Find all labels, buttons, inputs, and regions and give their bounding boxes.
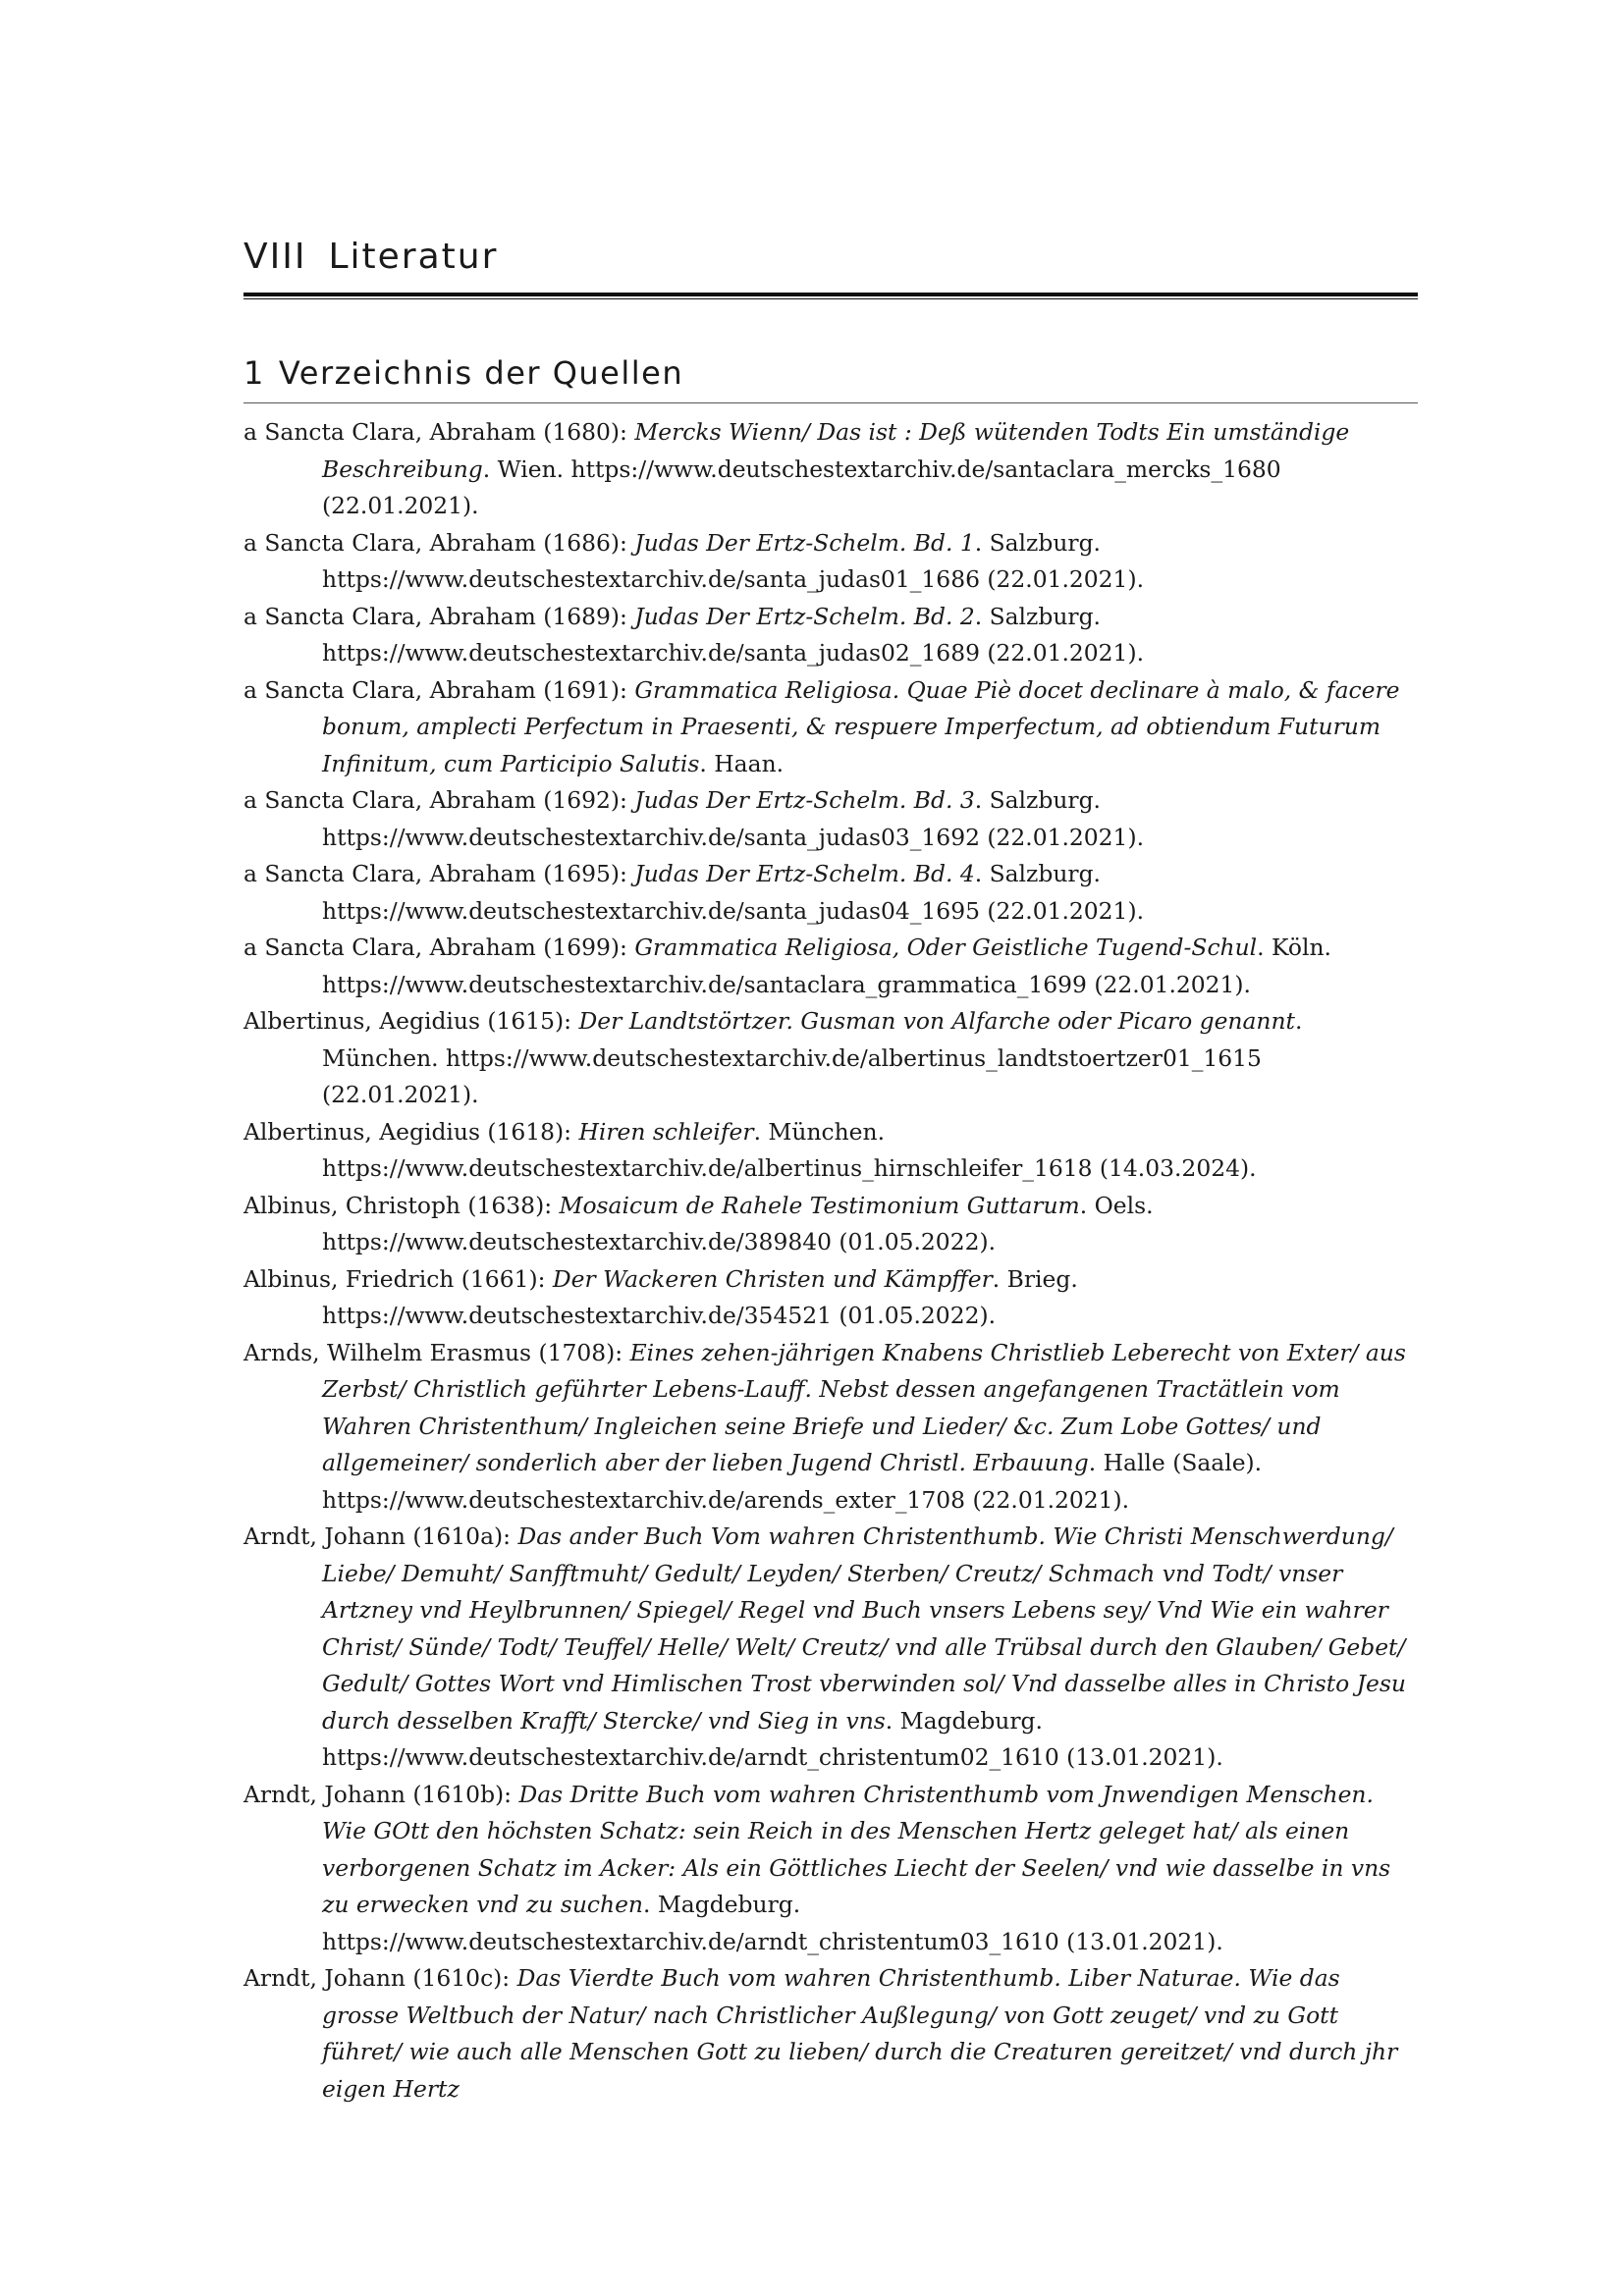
reference-entry — [244, 1114, 1412, 1188]
reference-entry — [244, 599, 1412, 672]
reference-details: . Magdeburg. https://www.deutschestextarchiv.de/arndt_christentum03_1610 (13.01.2021). — [322, 1891, 1223, 1955]
reference-author: Albinus, Friedrich (1661): — [244, 1264, 553, 1293]
reference-entry — [244, 414, 1412, 525]
reference-list — [244, 414, 1412, 2108]
reference-author: a Sancta Clara, Abraham (1695): — [244, 860, 635, 887]
reference-title: Der Landtstörtzer. Gusman von Alfarche oder Picaro genannt — [578, 1007, 1295, 1035]
reference-entry — [244, 1960, 1412, 2108]
reference-entry — [244, 1519, 1412, 1777]
reference-author: Albertinus, Aegidius (1618): — [244, 1117, 579, 1146]
reference-entry — [244, 525, 1412, 599]
section-title-text: Verzeichnis der Quellen — [278, 354, 684, 392]
section-heading — [244, 353, 1418, 403]
reference-author: Arndt, Johann (1610b): — [244, 1780, 519, 1808]
reference-entry — [244, 1003, 1412, 1114]
reference-title: Judas Der Ertz-Schelm. Bd. 2 — [634, 602, 975, 630]
reference-author: a Sancta Clara, Abraham (1691): — [244, 675, 635, 704]
reference-details: . Brieg. https://www.deutschestextarchiv.de/354521 (01.05.2022). — [322, 1264, 1078, 1329]
reference-author: Arndt, Johann (1610a): — [244, 1522, 518, 1550]
reference-details: . Oels. https://www.deutschestextarchiv.de/389840 (01.05.2022). — [322, 1191, 1154, 1255]
reference-author: a Sancta Clara, Abraham (1689): — [244, 602, 635, 630]
reference-details: . Salzburg. https://www.deutschestextarchiv.de/santa_judas02_1689 (22.01.2021). — [322, 602, 1145, 667]
reference-entry — [244, 1188, 1412, 1261]
reference-title: Hiren schleifer — [578, 1117, 754, 1146]
reference-entry — [244, 1335, 1412, 1520]
reference-author: a Sancta Clara, Abraham (1692): — [244, 786, 635, 814]
chapter-heading — [244, 236, 1418, 299]
reference-title: Judas Der Ertz-Schelm. Bd. 3 — [634, 786, 975, 814]
chapter-rule — [244, 293, 1418, 299]
reference-author: a Sancta Clara, Abraham (1686): — [244, 528, 635, 557]
reference-entry — [244, 856, 1412, 930]
reference-details: . Salzburg. https://www.deutschestextarchiv.de/santa_judas01_1686 (22.01.2021). — [322, 528, 1145, 593]
reference-details: . Köln. https://www.deutschestextarchiv.de/santaclara_grammatica_1699 (22.01.2021). — [322, 934, 1331, 998]
reference-title: Mosaicum de Rahele Testimonium Guttarum — [559, 1191, 1080, 1219]
reference-details: . Salzburg. https://www.deutschestextarchiv.de/santa_judas03_1692 (22.01.2021). — [322, 786, 1145, 851]
reference-details: . Magdeburg. https://www.deutschestextarchiv.de/arndt_christentum02_1610 (13.01.2021). — [322, 1706, 1223, 1771]
reference-title: Der Wackeren Christen und Kämpffer — [552, 1264, 993, 1293]
reference-author: Arnds, Wilhelm Erasmus (1708): — [244, 1338, 630, 1366]
reference-entry — [244, 1261, 1412, 1335]
reference-entry — [244, 1777, 1412, 1961]
section-number: 1 — [244, 354, 265, 392]
chapter-number: VIII — [244, 237, 307, 277]
reference-author: Arndt, Johann (1610c): — [244, 1964, 517, 1992]
reference-details: . München. https://www.deutschestextarchiv.de/albertinus_landtstoertzer01_1615 (22.01.2021). — [322, 1007, 1303, 1108]
reference-title: Judas Der Ertz-Schelm. Bd. 4 — [634, 860, 975, 887]
reference-title: Mercks Wienn/ Das ist : Deß wütenden Todts Ein umständige Beschreibung — [322, 418, 1350, 483]
section-rule — [244, 402, 1418, 403]
section-title — [244, 353, 1418, 402]
reference-entry — [244, 782, 1412, 856]
reference-details: . Wien. https://www.deutschestextarchiv.de/santaclara_mercks_1680 (22.01.2021). — [322, 454, 1281, 519]
reference-title: Grammatica Religiosa. Quae Piè docet declinare à malo, & facere bonum, amplecti Perfectum in Praesenti, & respuere Imperfectum, ad obtiendum Futurum Infinitum, cum Participio Salutis — [322, 675, 1400, 777]
reference-title: Das Dritte Buch vom wahren Christenthumb vom Jnwendigen Menschen. Wie GOtt den höchsten Schatz: sein Reich in des Menschen Hertz geleget hat/ als einen verborgenen Schatz im Acker: Als ein Göttliches Liecht der Seelen/ vnd wie dasselbe in vns zu erwecken vnd zu suchen — [322, 1780, 1391, 1918]
reference-entry — [244, 930, 1412, 1003]
reference-author: a Sancta Clara, Abraham (1680): — [244, 418, 635, 446]
reference-details: . Halle (Saale). https://www.deutschestextarchiv.de/arends_exter_1708 (22.01.2021). — [322, 1449, 1263, 1514]
chapter-title — [244, 236, 1418, 293]
reference-entry — [244, 672, 1412, 783]
chapter-title-text: Literatur — [328, 237, 499, 277]
reference-title: Das ander Buch Vom wahren Christenthumb. Wie Christi Menschwerdung/ Liebe/ Demuht/ Sanfftmuht/ Gedult/ Leyden/ Sterben/ Creutz/ Schmach vnd Todt/ vnser Artzney vnd Heylbrunnen/ Spiegel/ Regel vnd Buch vnsers Lebens sey/ Vnd Wie ein wahrer Christ/ Sünde/ Todt/ Teuffel/ Helle/ Welt/ Creutz/ vnd alle Trübsal durch den Glauben/ Gebet/ Gedult/ Gottes Wort vnd Himlischen Trost vberwinden sol/ Vnd dasselbe alles in Christo Jesu durch desselben Krafft/ Stercke/ vnd Sieg in vns — [322, 1522, 1406, 1735]
reference-details: . Haan. — [699, 749, 785, 777]
reference-title: Judas Der Ertz-Schelm. Bd. 1 — [634, 528, 975, 557]
reference-title: Eines zehen-jährigen Knabens Christlieb Leberecht von Exter/ aus Zerbst/ Christlich geführter Lebens-Lauff. Nebst dessen angefangenen Tractätlein vom Wahren Christenthum/ Ingleichen seine Briefe und Lieder/ &c. Zum Lobe Gottes/ und allgemeiner/ sonderlich aber der lieben Jugend Christl. Erbauung — [322, 1338, 1406, 1476]
reference-author: Albertinus, Aegidius (1615): — [244, 1007, 579, 1035]
reference-title: Das Vierdte Buch vom wahren Christenthumb. Liber Naturae. Wie das grosse Weltbuch der Natur/ nach Christlicher Außlegung/ von Gott zeuget/ vnd zu Gott führet/ wie auch alle Menschen Gott zu lieben/ durch die Creaturen gereitzet/ vnd durch jhr eigen Hertz — [322, 1964, 1398, 2103]
reference-details: . München. https://www.deutschestextarchiv.de/albertinus_hirnschleifer_1618 (14.03.2024). — [322, 1117, 1257, 1182]
reference-title: Grammatica Religiosa, Oder Geistliche Tugend-Schul — [634, 934, 1258, 961]
reference-details: . Salzburg. https://www.deutschestextarchiv.de/santa_judas04_1695 (22.01.2021). — [322, 860, 1145, 925]
reference-author: Albinus, Christoph (1638): — [244, 1191, 560, 1219]
reference-author: a Sancta Clara, Abraham (1699): — [244, 934, 635, 961]
